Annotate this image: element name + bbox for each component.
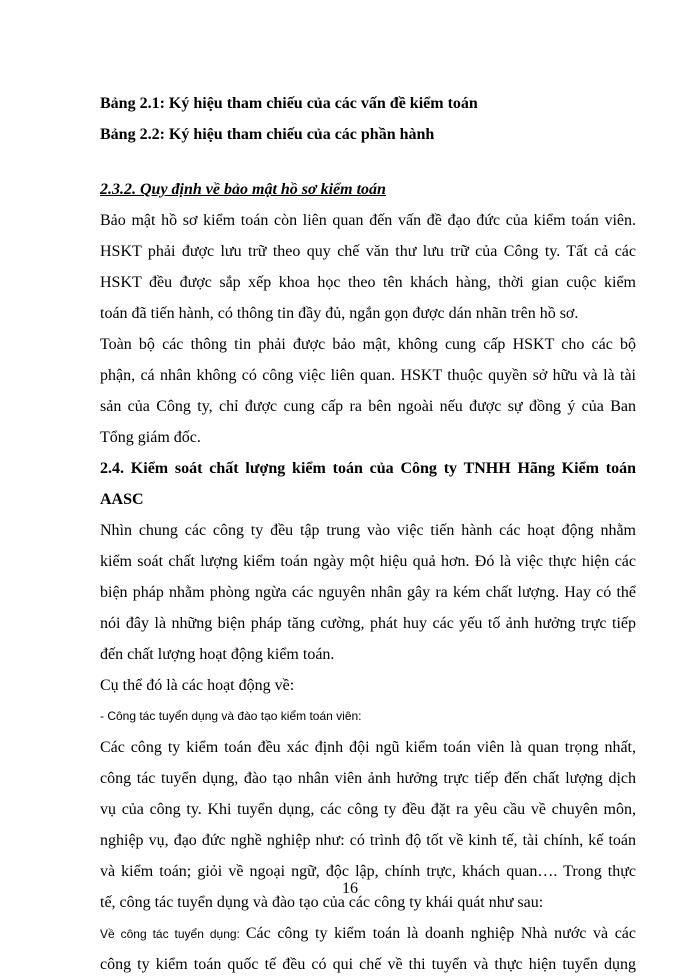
- section-heading-2-3-2-text: 2.3.2. Quy định về bảo mật hồ sơ kiểm toán: [100, 181, 386, 198]
- document-page: [100, 88, 636, 980]
- paragraph-line-rest: Các công ty kiểm toán là doanh nghiệp Nhà nước và các: [245, 925, 637, 942]
- paragraph-line: công tác tuyển dụng, đào tạo nhân viên ảnh hưởng trực tiếp đến chất lượng dịch: [100, 770, 636, 787]
- paragraph-line: Bảo mật hồ sơ kiểm toán còn liên quan đến vấn đề đạo đức của kiểm toán viên.: [100, 212, 636, 229]
- section-heading-2-4: 2.4. Kiểm soát chất lượng kiểm toán của Công ty TNHH Hãng Kiểm toán: [100, 460, 636, 477]
- paragraph-line: Tổng giám đốc.: [100, 429, 201, 446]
- paragraph-line: nói đây là những biện pháp tăng cường, phát huy các yếu tố ảnh hưởng trực tiếp: [100, 615, 636, 632]
- paragraph-line: Các công ty kiểm toán đều xác định đội ngũ kiểm toán viên là quan trọng nhất,: [100, 739, 636, 756]
- section-heading-2-4-cont: AASC: [100, 491, 144, 508]
- paragraph-line: đến chất lượng hoạt động kiểm toán.: [100, 646, 335, 663]
- paragraph-line: toán đã tiến hành, có thông tin đầy đủ, ngắn gọn được dán nhãn trên hồ sơ.: [100, 305, 579, 322]
- paragraph-line: phận, cá nhân không có công việc liên quan. HSKT thuộc quyền sở hữu và là tài: [100, 367, 636, 384]
- paragraph-line: sản của Công ty, chỉ được cung cấp ra bên ngoài nếu được sự đồng ý của Ban: [100, 398, 636, 415]
- paragraph-lead: Về công tác tuyển dụng:: [100, 927, 246, 941]
- paragraph-line: HSKT đều được sắp xếp khoa học theo tên khách hàng, thời gian cuộc kiểm: [100, 274, 636, 291]
- page-number: 16: [342, 880, 358, 897]
- paragraph-line: biện pháp nhằm phòng ngừa các nguyên nhân gây ra kém chất lượng. Hay có thể: [100, 584, 636, 601]
- paragraph-line: Nhìn chung các công ty đều tập trung vào việc tiến hành các hoạt động nhằm: [100, 522, 636, 539]
- table-caption-2-1: Bảng 2.1: Ký hiệu tham chiếu của các vấn đề kiểm toán: [100, 95, 478, 112]
- paragraph-line: và kiểm toán; giỏi về ngoại ngữ, độc lập, chính trực, khách quan…. Trong thực: [100, 863, 636, 880]
- paragraph-line: công ty kiểm toán quốc tế đều có qui chế về thi tuyển và thực hiện tuyển dụng: [100, 956, 636, 973]
- paragraph-line: Cụ thể đó là các hoạt động về:: [100, 677, 295, 694]
- paragraph-line: HSKT phải được lưu trữ theo quy chế văn thư lưu trữ của Công ty. Tất cả các: [100, 243, 636, 260]
- paragraph-line: [100, 918, 636, 949]
- paragraph-line: vụ của công ty. Khi tuyển dụng, các công ty đều đặt ra yêu cầu về chuyên môn,: [100, 801, 636, 818]
- paragraph-line: nghiệp vụ, đạo đức nghề nghiệp như: có trình độ tốt về kinh tế, tài chính, kế toán: [100, 832, 636, 849]
- bullet-item: - Công tác tuyển dụng và đào tạo kiểm toán viên:: [100, 709, 362, 723]
- section-heading-2-3-2: [100, 174, 636, 205]
- paragraph-line: Toàn bộ các thông tin phải được bảo mật, không cung cấp HSKT cho các bộ: [100, 336, 636, 353]
- paragraph-line: tế, công tác tuyển dụng và đào tạo của các công ty khái quát như sau:: [100, 894, 544, 911]
- table-caption-2-2: Bảng 2.2: Ký hiệu tham chiếu của các phần hành: [100, 126, 435, 143]
- paragraph-line: kiểm soát chất lượng kiểm toán ngày một hiệu quả hơn. Đó là việc thực hiện các: [100, 553, 636, 570]
